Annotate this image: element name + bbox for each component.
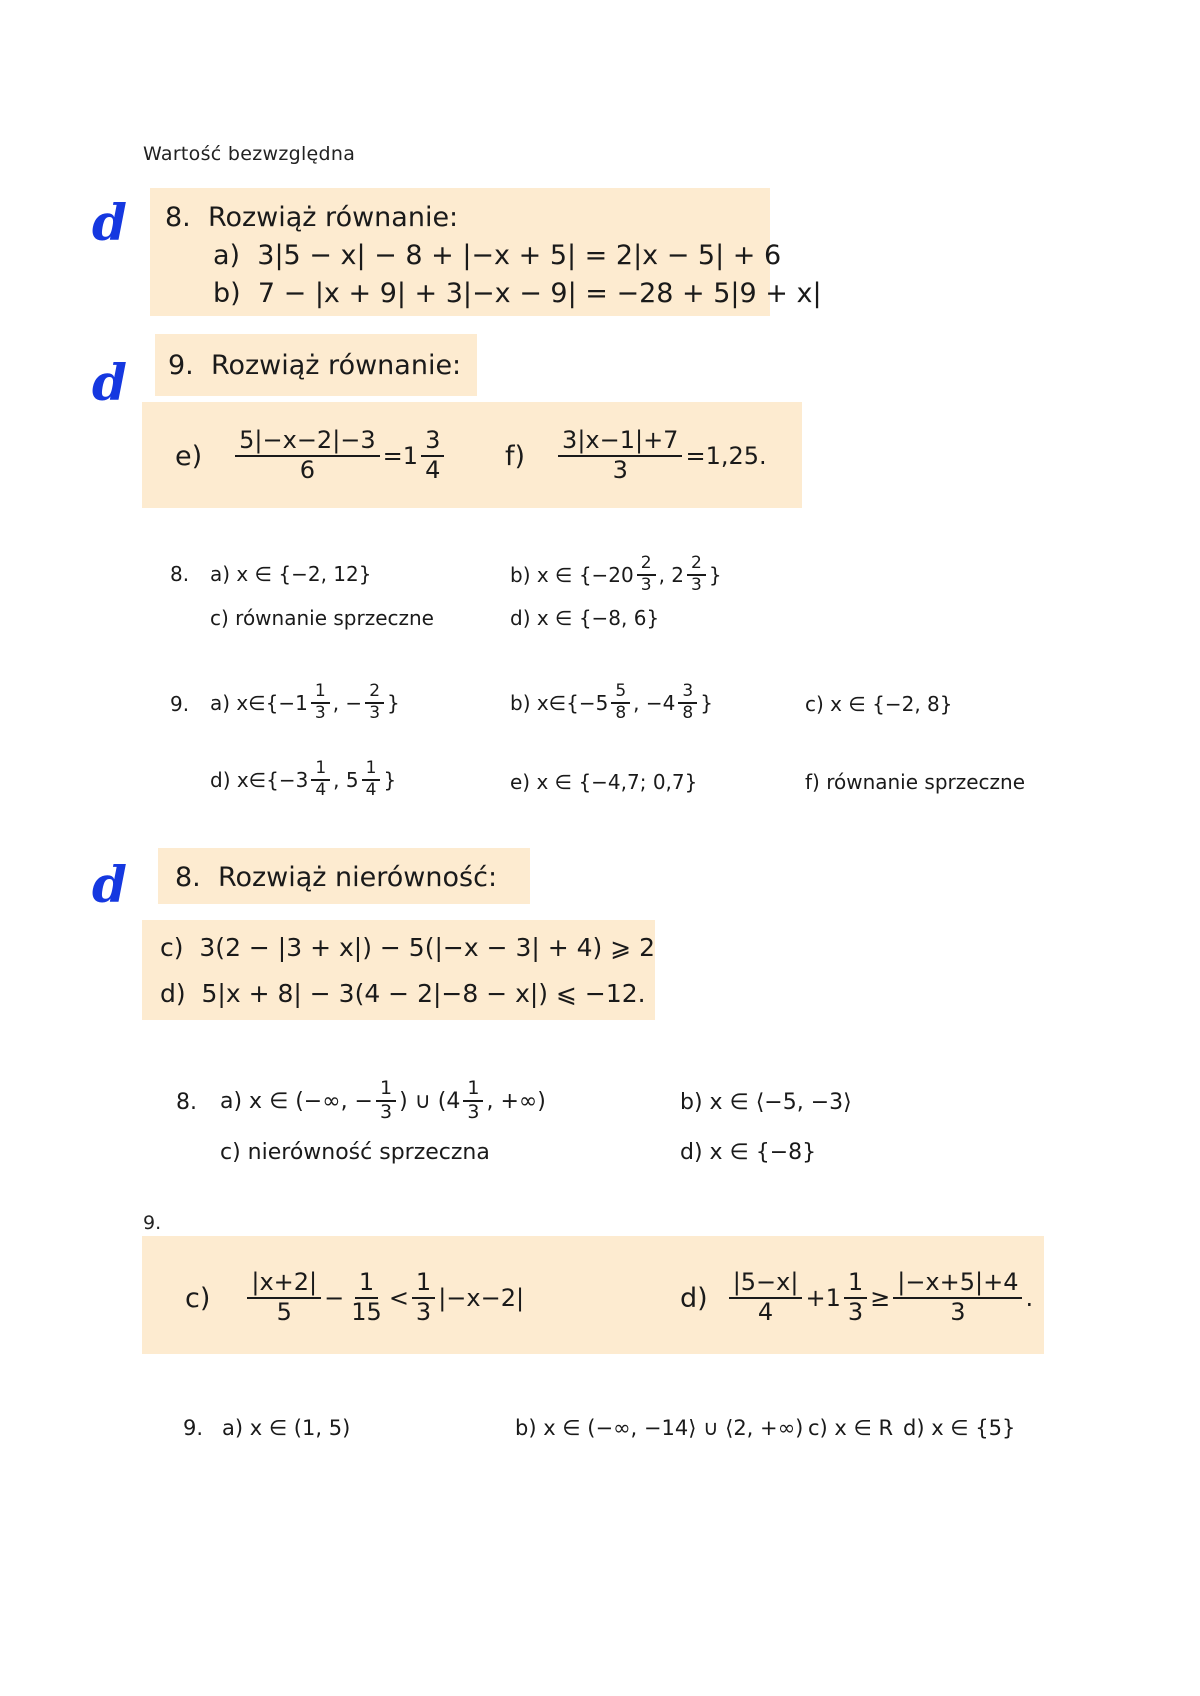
equation: 7 − |x + 9| + 3|−x − 9| = −28 + 5|9 + x| [257,278,822,309]
numerator: 1 [463,1078,483,1102]
answer-8a-inequality [220,1068,546,1134]
fraction [463,1078,483,1124]
item-label: c) [160,933,184,962]
task-9f [505,420,767,492]
answer-9c-inequality: c) x ∈ R [808,1416,894,1440]
answer-8d-inequality: d) x ∈ {−8} [680,1140,817,1165]
denominator: 5 [276,1298,292,1326]
answer-text: } [387,691,400,715]
task-number: 8. [175,862,201,893]
operator: ≥ [870,1284,891,1312]
fraction [311,682,330,723]
denominator: 8 [615,703,627,723]
fraction [311,759,330,800]
fraction [235,427,380,484]
fraction [678,682,697,723]
numerator: 3 [678,682,697,704]
answer-8c-inequality: c) nierówność sprzeczna [220,1140,490,1165]
task-8c-inequality [160,933,655,962]
answer-9a [210,675,400,731]
answer-text: } [700,691,713,715]
task-9-inequality-number: 9. [143,1212,162,1234]
denominator: 3 [847,1298,864,1326]
answer-number: 8. [176,1090,197,1115]
denominator: 6 [299,456,316,484]
handwritten-mark: d [92,353,127,412]
fraction [893,1269,1022,1326]
item-label: d) [680,1282,708,1314]
task-9e [175,420,447,492]
answer-text: } [383,768,397,792]
answer-text: d) x∈{−3 [210,768,309,792]
answer-8d: d) x ∈ {−8, 6} [510,606,660,630]
numerator: 1 [376,1078,396,1102]
fraction [558,427,682,484]
answer-9b-inequality: b) x ∈ (−∞, −14⟩ ∪ ⟨2, +∞) [515,1416,804,1440]
task-8-inequality-heading [175,862,497,893]
handwritten-mark: d [92,193,127,252]
fraction [347,1269,386,1326]
answer-9e: e) x ∈ {−4,7; 0,7} [510,770,698,794]
answer-8c: c) równanie sprzeczne [210,606,434,630]
numerator: 3|x−1|+7 [558,427,682,457]
task-number: 8. [165,202,191,233]
inequality: 5|x + 8| − 3(4 − 2|−8 − x|) ⩽ −12. [201,979,646,1008]
expression-tail: |−x−2| [438,1284,525,1312]
numerator: 2 [365,682,384,704]
answer-9c: c) x ∈ {−2, 8} [805,692,953,716]
denominator: 3 [467,1101,480,1123]
answer-text: b) x∈{−5 [510,691,609,715]
answer-text: , 2 [658,563,685,587]
operator: . [1025,1284,1034,1312]
answer-text: ) ∪ (4 [399,1088,461,1114]
fraction [729,1269,803,1326]
numerator: |−x+5|+4 [893,1269,1022,1299]
denominator: 4 [757,1298,774,1326]
task-9c-inequality [185,1258,524,1338]
fraction [412,1269,435,1326]
task-9d-inequality [680,1258,1033,1338]
numerator: 1 [844,1269,867,1299]
numerator: 1 [311,759,330,781]
answer-9d-inequality: d) x ∈ {5} [903,1416,1016,1440]
equals-one: =1 [382,442,419,470]
answer-text: } [708,563,722,587]
denominator: 8 [682,703,694,723]
item-label: c) [185,1282,211,1314]
answer-9b [510,675,713,731]
answer-text: , − [332,691,363,715]
answer-text: b) x ∈ {−20 [510,563,634,587]
handwritten-mark: d [92,855,127,914]
answer-text: , −4 [633,691,676,715]
numerator: |5−x| [729,1269,803,1299]
task-8-heading [165,202,458,233]
operator: +1 [805,1284,841,1312]
numerator: 1 [362,759,381,781]
item-label: f) [505,440,526,472]
fraction [362,759,381,800]
task-title: Rozwiąż równanie: [210,350,462,381]
answer-9f: f) równanie sprzeczne [805,770,1026,794]
task-8b [213,278,822,309]
numerator: 1 [355,1269,378,1299]
task-title: Rozwiąż równanie: [207,202,459,233]
operator: − [324,1284,345,1312]
fraction [365,682,384,723]
answer-text: a) x∈{−1 [210,691,308,715]
fraction [687,554,706,595]
numerator: 5|−x−2|−3 [235,427,380,457]
task-title: Rozwiąż nierówność: [217,862,498,893]
denominator: 3 [691,575,702,595]
right-hand-side: =1,25. [685,442,767,470]
page-title: Wartość bezwzględna [143,143,356,165]
numerator: 1 [311,682,330,704]
answer-text: , +∞) [486,1088,546,1114]
numerator: 5 [611,682,630,704]
item-label: d) [160,979,186,1008]
fraction [611,682,630,723]
task-8d-inequality [160,979,646,1008]
answer-text: , 5 [333,768,359,792]
denominator: 3 [380,1101,393,1123]
numerator: 3 [421,427,444,457]
operator: < [388,1284,409,1312]
numerator: 1 [412,1269,435,1299]
answer-number: 9. [183,1416,204,1440]
equation: 3|5 − x| − 8 + |−x + 5| = 2|x − 5| + 6 [257,240,782,271]
inequality: 3(2 − |3 + x|) − 5(|−x − 3| + 4) ⩾ 2 [199,933,656,962]
answer-number: 9. [170,692,190,716]
task-number: 9. [168,350,194,381]
denominator: 3 [950,1298,966,1326]
numerator: |x+2| [247,1269,321,1299]
answer-9a-inequality: a) x ∈ (1, 5) [222,1416,351,1440]
denominator: 4 [365,780,377,800]
item-label: e) [175,440,203,472]
denominator: 3 [415,1298,432,1326]
answer-8b [510,548,722,602]
denominator: 3 [640,575,652,595]
fraction [376,1078,396,1124]
denominator: 3 [314,703,326,723]
numerator: 2 [687,554,706,576]
answer-8a: a) x ∈ {−2, 12} [210,562,372,586]
answer-9d [210,752,396,808]
answer-8b-inequality: b) x ∈ ⟨−5, −3⟩ [680,1090,852,1115]
item-label: a) [213,240,241,271]
fraction [247,1269,321,1326]
fraction [421,427,444,484]
denominator: 3 [369,703,381,723]
task-8a [213,240,781,271]
denominator: 15 [351,1298,382,1326]
item-label: b) [213,278,241,309]
numerator: 2 [637,554,656,576]
denominator: 4 [315,780,327,800]
task-9-heading [168,350,461,381]
fraction [844,1269,867,1326]
answer-number: 8. [170,562,190,586]
denominator: 4 [425,456,441,484]
answer-text: a) x ∈ (−∞, − [220,1088,373,1114]
fraction [637,554,656,595]
denominator: 3 [612,456,628,484]
